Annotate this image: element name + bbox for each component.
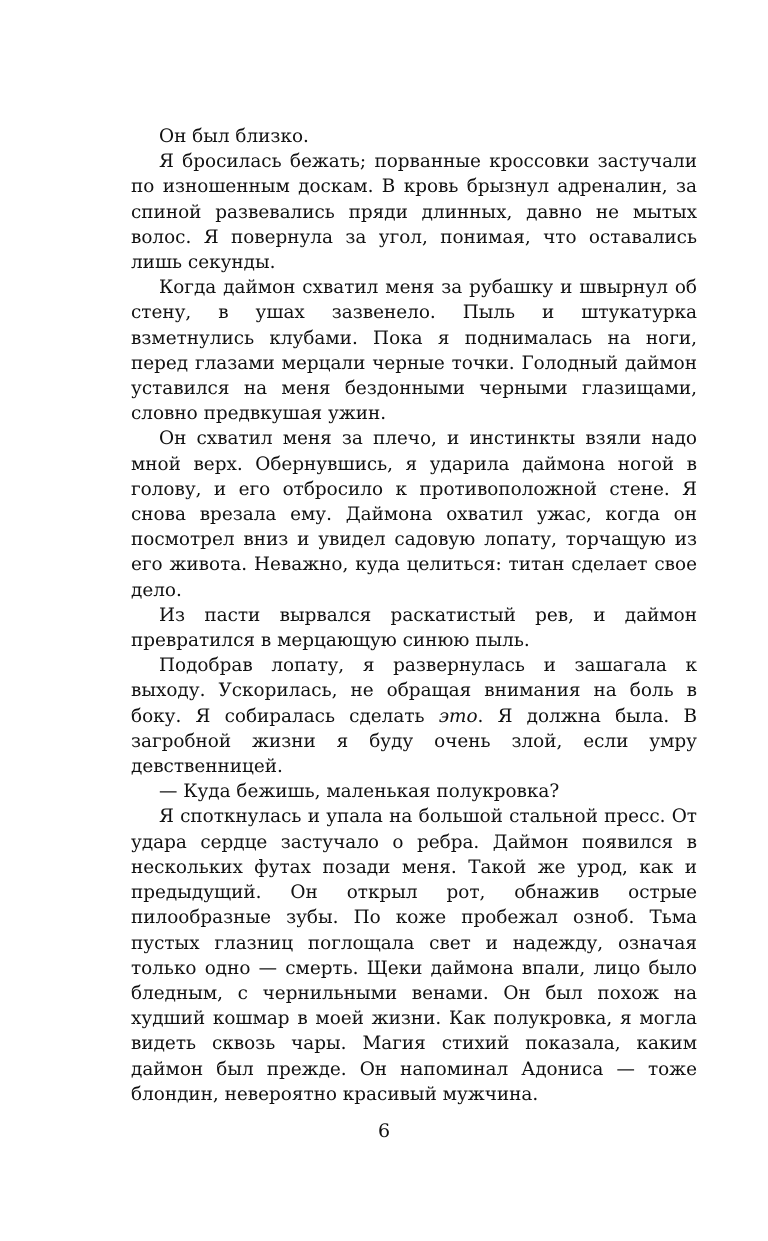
paragraph-8: Я споткнулась и упала на большой стальной пресс. От удара сердце застучало о ребра. Даймон появился в нескольких футах позади меня. Такой же урод, как и предыдущий. Он открыл рот, обнажив острые пилообразные зубы. По коже пробежал озноб. Тьма пустых глазниц поглощала свет и надежду, означая только одно — смерть. Щеки даймона впали, лицо было бледным, с чернильными венами. Он был похож на худший кошмар в моей жизни. Как полукровка, я могла видеть сквозь чары. Магия стихий показала, каким даймон был прежде. Он напоминал Адониса — тоже блондин, невероятно красивый мужчина. <box>131 806 697 1105</box>
paragraph-6-after: . Я должна была. В загробной жизни я буду очень злой, если умру девственницей. <box>131 705 697 778</box>
paragraph-6-italic: это <box>438 705 478 727</box>
paragraph-2: Я бросилась бежать; порванные кроссовки застучали по изношенным доскам. В кровь брызнул адреналин, за спиной развевались пряди длинных, давно не мытых волос. Я повернула за угол, понимая, что оставались лишь секунды. <box>131 151 697 274</box>
paragraph-6 <box>131 653 697 779</box>
paragraph-3: Когда даймон схватил меня за рубашку и швырнул об стену, в ушах зазвенело. Пыль и штукатурка взметнулись клубами. Пока я поднималась на ноги, перед глазами мерцали черные точки. Голодный даймон уставился на меня бездонными черными глазищами, словно предвкушая ужин. <box>131 277 697 425</box>
paragraph-7: — Куда бежишь, маленькая полукровка? <box>159 781 560 803</box>
paragraph-1: Он был близко. <box>159 126 309 147</box>
page-number: 6 <box>377 1120 391 1142</box>
paragraph-5: Из пасти вырвался раскатистый рев, и даймон превратился в мерцающую синюю пыль. <box>131 604 697 652</box>
paragraph-6-before: Подобрав лопату, я развернулась и зашагала к выходу. Ускорилась, не обращая внимания на боль в боку. Я собиралась сделать <box>131 655 697 727</box>
paragraph-4: Он схватил меня за плечо, и инстинкты взяли надо мной верх. Обернувшись, я ударила даймона ногой в голову, и его отбросило к противоположной стене. Я снова врезала ему. Даймона охватил ужас, когда он посмотрел вниз и увидел садовую лопату, торчащую из его живота. Неважно, куда целиться: титан сделает свое дело. <box>131 428 697 601</box>
body-text <box>131 124 697 1107</box>
